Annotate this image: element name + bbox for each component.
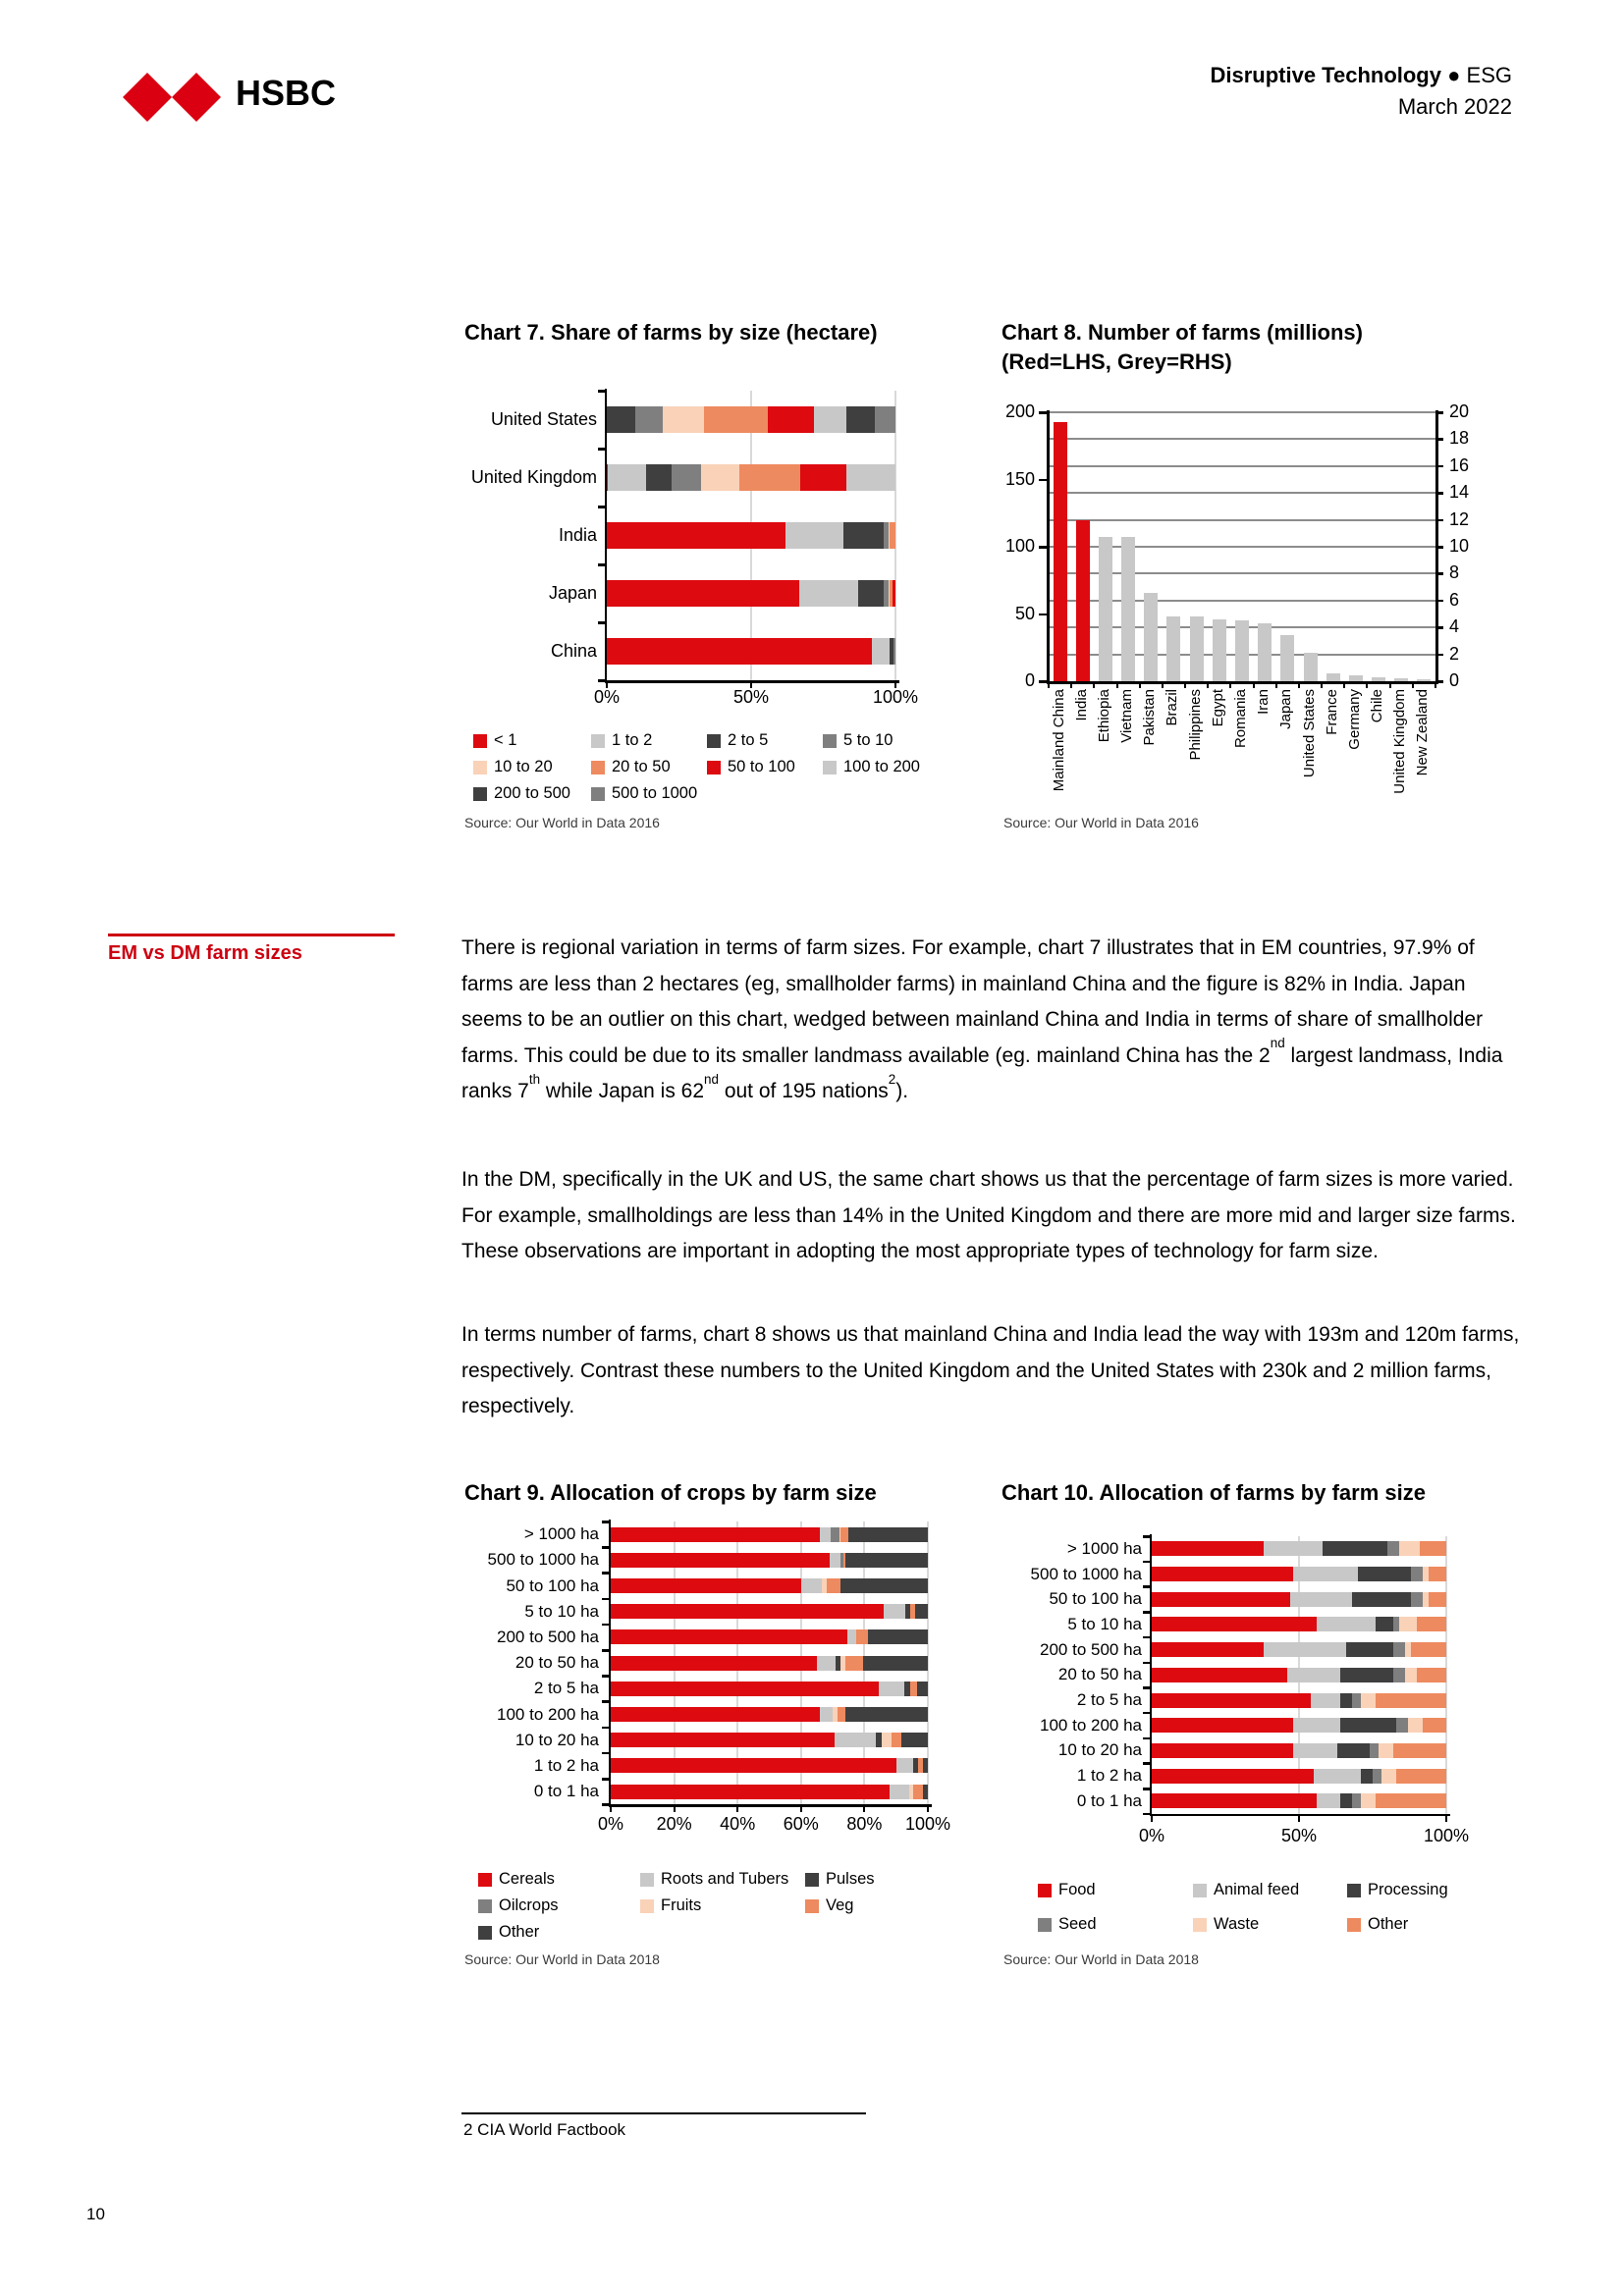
bar-segment-Seed: [1396, 1718, 1408, 1733]
bar-segment-Other: [1417, 1617, 1446, 1631]
sidebar-section-label: EM vs DM farm sizes: [108, 942, 302, 964]
bar-segment-Food: [1152, 1668, 1287, 1682]
legend-label: < 1: [494, 731, 517, 749]
x-tick-label: 0%: [597, 1814, 623, 1834]
y-tick: [1143, 1535, 1150, 1538]
legend-label: 20 to 50: [612, 758, 671, 775]
bar-segment-Seed: [1387, 1541, 1399, 1556]
rhs-tick-label: 0: [1449, 670, 1460, 690]
superscript: nd: [704, 1071, 719, 1087]
x-category-label: Mainland China: [1050, 689, 1067, 792]
x-tick-label: 20%: [656, 1814, 692, 1834]
category-label: United Kingdom: [470, 467, 597, 487]
legend-label: 200 to 500: [494, 784, 570, 802]
legend-swatch: [640, 1873, 654, 1887]
bar-segment-Food: [1152, 1718, 1293, 1733]
chart9-source: Source: Our World in Data 2018: [464, 1951, 660, 1967]
legend-item: [640, 1866, 805, 1893]
chart10-source: Source: Our World in Data 2018: [1003, 1951, 1199, 1967]
legend-label: Food: [1058, 1881, 1096, 1898]
rhs-tick-label: 8: [1449, 562, 1460, 583]
bar-segment-Animal feed: [1314, 1769, 1361, 1784]
paragraph-number-of-farms: In terms number of farms, chart 8 shows us that mainland China and India lead the way with 193m and 120m farms, respectively. Contrast these numbers to the United Kingdom and the United States with 230k and 2 million farms, respectively.: [461, 1323, 1520, 1417]
x-category-label: United Kingdom: [1391, 689, 1409, 794]
bar-segment-Other: [1393, 1743, 1446, 1758]
x-category-label: Brazil: [1164, 689, 1181, 726]
bar-segment-Food: [1152, 1567, 1293, 1581]
category-label: 5 to 10 ha: [1067, 1614, 1142, 1633]
bar-segment-Seed: [1411, 1592, 1423, 1607]
hsbc-wordmark: HSBC: [236, 73, 337, 113]
bar-segment-Processing: [1323, 1541, 1387, 1556]
legend-swatch: [1038, 1918, 1052, 1932]
category-label: China: [550, 641, 597, 661]
x-category-label: Germany: [1345, 689, 1363, 750]
category-label: 500 to 1000 ha: [1030, 1564, 1142, 1583]
bar-segment-Other: [1429, 1567, 1446, 1581]
legend-item: [478, 1866, 640, 1893]
bar-segment-Animal feed: [1311, 1693, 1340, 1708]
bar-segment-Seed: [1393, 1642, 1405, 1657]
x-tick-label: 40%: [720, 1814, 756, 1834]
x-category-label: Japan: [1277, 689, 1295, 729]
rhs-tick-label: 10: [1449, 536, 1470, 556]
bar-segment-Other: [1376, 1793, 1446, 1808]
bar-segment-Seed: [1393, 1668, 1405, 1682]
bar-segment-Animal feed: [1317, 1793, 1340, 1808]
legend-item: [640, 1893, 805, 1919]
category-label: 20 to 50 ha: [514, 1653, 599, 1673]
category-label: > 1000 ha: [523, 1524, 599, 1544]
chart10-title: Chart 10. Allocation of farms by farm size: [1001, 1480, 1426, 1505]
legend-item: [1193, 1873, 1347, 1907]
legend-label: Fruits: [661, 1896, 702, 1914]
category-label: 0 to 1 ha: [533, 1782, 599, 1801]
rhs-tick-label: 12: [1449, 508, 1470, 529]
bar-segment-Other: [1376, 1693, 1446, 1708]
legend-swatch: [805, 1873, 819, 1887]
bar-segment-Processing: [1346, 1642, 1393, 1657]
superscript: th: [528, 1071, 541, 1087]
x-category-label: Iran: [1255, 689, 1272, 715]
bar-segment-Seed: [1370, 1743, 1379, 1758]
x-tick-label: 80%: [846, 1814, 883, 1834]
legend-label: Processing: [1368, 1881, 1448, 1898]
x-axis: [1150, 1814, 1450, 1817]
chart7-title: Chart 7. Share of farms by size (hectare): [464, 320, 878, 345]
chart8-title-line2: (Red=LHS, Grey=RHS): [1001, 349, 1232, 374]
y-tick: [1143, 1636, 1150, 1639]
bar-segment-Processing: [1352, 1592, 1411, 1607]
legend-swatch: [1038, 1884, 1052, 1897]
category-label: 100 to 200 ha: [497, 1704, 599, 1724]
chart7-source: Source: Our World in Data 2016: [464, 815, 660, 830]
legend-swatch: [1347, 1884, 1361, 1897]
category-label: 200 to 500 ha: [497, 1627, 599, 1646]
chart9-legend: [478, 1866, 947, 1946]
x-tick-label: 0%: [1138, 1826, 1164, 1845]
category-label: 10 to 20 ha: [514, 1730, 599, 1749]
legend-label: Other: [1368, 1915, 1409, 1933]
x-category-label: France: [1323, 689, 1340, 735]
bar-segment-Food: [1152, 1693, 1311, 1708]
x-tick-label: 100%: [872, 687, 919, 707]
x-tick-label: 50%: [732, 687, 770, 707]
bar-segment-Animal feed: [1290, 1592, 1352, 1607]
footnote-rule: [461, 2112, 866, 2114]
bar-segment-Other: [1429, 1592, 1446, 1607]
legend-item: [478, 1919, 640, 1946]
paragraph-dm-farm-sizes: In the DM, specifically in the UK and US, the same chart shows us that the percentage of farm sizes is more varied. For example, smallholdings are less than 14% in the United Kingdom and there are more mid and larger size farms. These observations are important in adopting the most appropriate types of technology for farm size.: [461, 1168, 1516, 1262]
bar-segment-Seed: [1352, 1693, 1361, 1708]
legend-label: Oilcrops: [499, 1896, 559, 1914]
bar-segment-Processing: [1358, 1567, 1411, 1581]
report-series-tag: ESG: [1466, 63, 1512, 87]
bar-segment-Waste: [1408, 1718, 1423, 1733]
legend-label: Animal feed: [1214, 1881, 1300, 1898]
bar-segment-Animal feed: [1293, 1743, 1337, 1758]
legend-label: Roots and Tubers: [661, 1870, 789, 1888]
bar-segment-Animal feed: [1287, 1668, 1340, 1682]
x-tick-label: 100%: [1423, 1826, 1470, 1845]
x-category-label: Ethiopia: [1095, 689, 1112, 743]
legend-label: 5 to 10: [843, 731, 893, 749]
page-number: 10: [86, 2205, 105, 2223]
bar-segment-Processing: [1340, 1693, 1352, 1708]
bar-segment-Processing: [1361, 1769, 1373, 1784]
legend-swatch: [478, 1873, 492, 1887]
footnote-text: 2 CIA World Factbook: [463, 2120, 626, 2139]
x-tick: [1151, 1816, 1153, 1822]
rhs-tick-label: 4: [1449, 616, 1460, 637]
bar-segment-Other: [1417, 1668, 1446, 1682]
bar-segment-Waste: [1399, 1617, 1417, 1631]
y-tick: [1143, 1762, 1150, 1765]
bar-segment-Animal feed: [1317, 1617, 1376, 1631]
legend-item: [805, 1893, 947, 1919]
legend-label: Cereals: [499, 1870, 555, 1888]
x-category-label: New Zealand: [1414, 689, 1432, 776]
y-tick: [1143, 1712, 1150, 1715]
category-label: 100 to 200 ha: [1040, 1715, 1142, 1735]
category-label: United States: [490, 409, 597, 429]
chart8-title-line1: Chart 8. Number of farms (millions): [1001, 320, 1363, 345]
bar-segment-Waste: [1405, 1668, 1417, 1682]
category-label: 1 to 2 ha: [533, 1755, 599, 1775]
x-category-label: Vietnam: [1118, 689, 1136, 743]
y-tick: [1143, 1561, 1150, 1564]
x-category-label: Philippines: [1186, 689, 1204, 761]
bar-segment-Food: [1152, 1642, 1264, 1657]
x-category-label: United States: [1300, 689, 1318, 778]
bar-segment-Food: [1152, 1592, 1290, 1607]
legend-swatch: [478, 1899, 492, 1913]
bar-segment-Food: [1152, 1769, 1314, 1784]
bar-segment-Other: [1423, 1718, 1446, 1733]
bar-segment-Seed: [1373, 1769, 1381, 1784]
rhs-tick-label: 20: [1449, 401, 1470, 421]
report-date: March 2022: [1397, 94, 1512, 119]
rhs-tick-label: 16: [1449, 454, 1470, 475]
x-tick-label: 60%: [783, 1814, 819, 1834]
legend-swatch: [1193, 1884, 1207, 1897]
bar-segment-Food: [1152, 1743, 1293, 1758]
chart9-title: Chart 9. Allocation of crops by farm size: [464, 1480, 877, 1505]
legend-label: Other: [499, 1923, 540, 1941]
rhs-tick-label: 6: [1449, 589, 1460, 610]
legend-label: Pulses: [826, 1870, 875, 1888]
category-label: Japan: [548, 583, 597, 603]
bar-segment-Other: [1396, 1769, 1446, 1784]
legend-item: [1347, 1907, 1504, 1942]
x-category-label: Chile: [1369, 689, 1386, 723]
bar-segment-Waste: [1399, 1541, 1420, 1556]
legend-item: [1347, 1873, 1504, 1907]
legend-swatch: [805, 1899, 819, 1913]
lhs-tick-label: 50: [1014, 603, 1035, 623]
x-tick-label: 100%: [904, 1814, 951, 1834]
rhs-tick-label: 14: [1449, 482, 1470, 503]
y-tick: [1143, 1611, 1150, 1614]
rhs-tick-label: 2: [1449, 643, 1460, 664]
rhs-tick-label: 18: [1449, 428, 1470, 449]
legend-label: 500 to 1000: [612, 784, 698, 802]
legend-label: Seed: [1058, 1915, 1097, 1933]
legend-label: 1 to 2: [612, 731, 653, 749]
category-label: 5 to 10 ha: [524, 1601, 599, 1621]
legend-item: [478, 1893, 640, 1919]
superscript: 2: [888, 1071, 896, 1087]
legend-swatch: [1193, 1918, 1207, 1932]
legend-label: Waste: [1214, 1915, 1260, 1933]
bar-segment-Waste: [1361, 1693, 1376, 1708]
bar-segment-Animal feed: [1264, 1541, 1323, 1556]
lhs-tick-label: 200: [1004, 401, 1035, 421]
bar-segment-Seed: [1411, 1567, 1423, 1581]
category-label: 50 to 100 ha: [506, 1575, 599, 1595]
bar-segment-Waste: [1379, 1743, 1393, 1758]
x-category-label: Pakistan: [1141, 689, 1159, 746]
legend-label: Veg: [826, 1896, 854, 1914]
y-tick: [1143, 1737, 1150, 1740]
legend-swatch: [1347, 1918, 1361, 1932]
bar-segment-Food: [1152, 1793, 1317, 1808]
bar-segment-Animal feed: [1264, 1642, 1346, 1657]
x-tick-label: 0%: [593, 687, 620, 707]
bar-segment-Food: [1152, 1617, 1317, 1631]
legend-label: 100 to 200: [843, 758, 920, 775]
bar-segment-Processing: [1340, 1668, 1393, 1682]
y-tick: [1143, 1788, 1150, 1790]
lhs-tick-label: 100: [1004, 536, 1035, 556]
category-label: 2 to 5 ha: [1076, 1690, 1142, 1710]
category-label: 20 to 50 ha: [1057, 1665, 1142, 1684]
category-label: 2 to 5 ha: [533, 1679, 599, 1698]
y-tick: [1143, 1662, 1150, 1665]
category-label: 200 to 500 ha: [1040, 1639, 1142, 1659]
category-label: 10 to 20 ha: [1057, 1740, 1142, 1760]
paragraph-farm-size-variation: There is regional variation in terms of farm sizes. For example, chart 7 illustrates that in EM countries, 97.9% of farms are less than 2 hectares (eg, smallholder farms) in mainland China and the figure is 82% in India. Japan seems to be an outlier on this chart, wedged between mainland China and India in terms of share of smallholder farms. This could be due to its smaller landmass available (eg. mainland China has the 2nd largest landmass, India ranks 7th while Japan is 62nd out of 195 nations$^2$).: [461, 936, 1503, 1102]
bar-segment-Food: [1152, 1541, 1264, 1556]
category-label: 50 to 100 ha: [1049, 1589, 1142, 1609]
bar-segment-Seed: [1352, 1793, 1361, 1808]
superscript: nd: [1270, 1036, 1285, 1051]
bar-segment-Processing: [1340, 1718, 1396, 1733]
legend-label: 2 to 5: [728, 731, 769, 749]
legend-item: [1193, 1907, 1347, 1942]
category-label: > 1000 ha: [1066, 1538, 1142, 1558]
category-label: 500 to 1000 ha: [487, 1550, 599, 1570]
legend-item: [805, 1866, 947, 1893]
bar-segment-Other: [1411, 1642, 1446, 1657]
legend-label: 10 to 20: [494, 758, 553, 775]
category-label: 0 to 1 ha: [1076, 1790, 1142, 1810]
lhs-tick-label: 0: [1024, 670, 1035, 690]
category-label: 1 to 2 ha: [1076, 1766, 1142, 1786]
y-tick: [1143, 1686, 1150, 1689]
x-category-label: Romania: [1232, 689, 1249, 749]
lhs-tick-label: 150: [1004, 468, 1035, 489]
x-tick-label: 50%: [1280, 1826, 1318, 1845]
x-tick: [1298, 1816, 1300, 1822]
x-tick: [1445, 1816, 1447, 1822]
bar-segment-Processing: [1337, 1743, 1370, 1758]
bar-segment-Waste: [1361, 1793, 1376, 1808]
x-category-label: India: [1072, 689, 1090, 721]
bar-segment-Animal feed: [1293, 1567, 1358, 1581]
category-label: India: [558, 525, 597, 545]
bar-segment-Processing: [1340, 1793, 1352, 1808]
bar-segment-Animal feed: [1293, 1718, 1340, 1733]
legend-label: 50 to 100: [728, 758, 795, 775]
legend-item: [1038, 1873, 1193, 1907]
bar-segment-Processing: [1376, 1617, 1393, 1631]
bar-segment-Other: [1420, 1541, 1446, 1556]
report-series-bold: Disruptive Technology: [1210, 63, 1441, 87]
bar-segment-Waste: [1381, 1769, 1396, 1784]
chart10-legend: [1038, 1873, 1504, 1942]
legend-swatch: [640, 1899, 654, 1913]
bullet-icon: ●: [1447, 63, 1461, 87]
x-category-label: Egypt: [1209, 689, 1226, 727]
legend-swatch: [478, 1926, 492, 1940]
y-tick: [1143, 1813, 1150, 1816]
chart8-source: Source: Our World in Data 2016: [1003, 815, 1199, 830]
y-tick: [1143, 1585, 1150, 1588]
legend-item: [1038, 1907, 1193, 1942]
